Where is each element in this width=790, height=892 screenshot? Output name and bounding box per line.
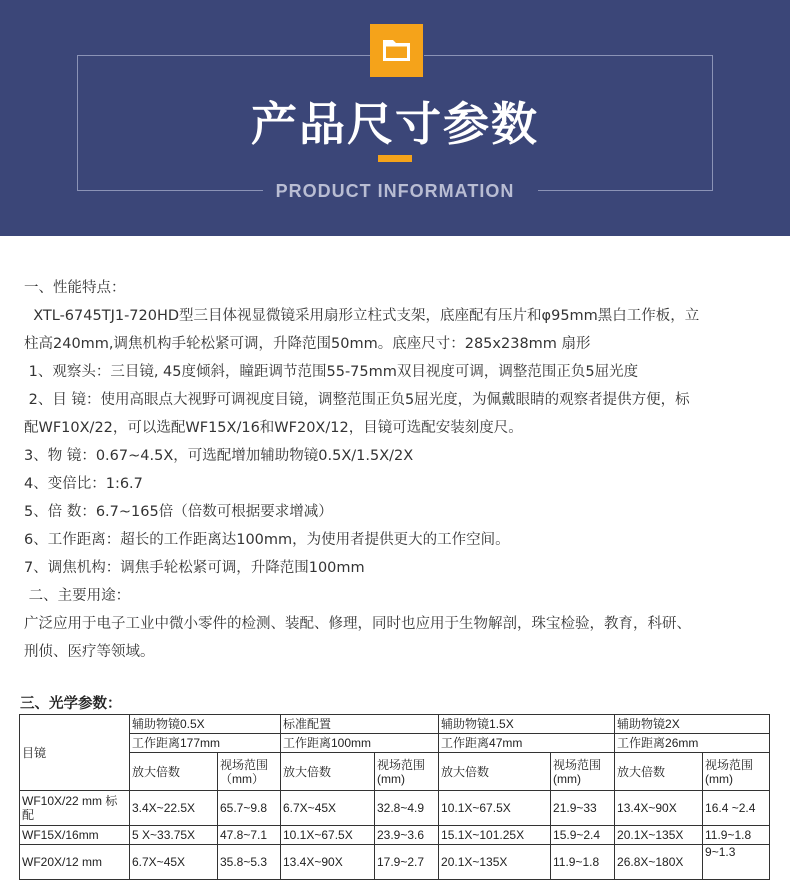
header-group: 辅助物镜0.5X xyxy=(130,715,281,734)
header-magnification: 放大倍数 xyxy=(439,753,551,791)
section-heading: 三、光学参数： xyxy=(20,696,122,712)
header-group: 辅助物镜1.5X xyxy=(439,715,615,734)
header-magnification: 放大倍数 xyxy=(130,753,218,791)
list-item: 3、物 镜：0.67~4.5X，可选配增加辅助物镜0.5X/1.5X/2X xyxy=(24,448,414,464)
list-item: 4、变倍比：1:6.7 xyxy=(24,476,143,492)
table-cell: 6.7X~45X xyxy=(281,791,375,826)
header-working-distance: 工作距离177mm xyxy=(130,734,281,753)
list-item: 5、倍 数：6.7~165倍（倍数可根据要求增减） xyxy=(24,504,333,520)
page-title: 产品尺寸参数 xyxy=(251,97,539,151)
table-cell: 17.9~2.7 xyxy=(375,845,439,880)
table-cell: 10.1X~67.5X xyxy=(439,791,551,826)
banner xyxy=(0,0,790,236)
table-cell: 15.9~2.4 xyxy=(551,826,615,845)
optical-parameters-table xyxy=(19,714,770,880)
header-working-distance: 工作距离26mm xyxy=(615,734,770,753)
table-row xyxy=(20,826,770,845)
header-working-distance: 工作距离100mm xyxy=(281,734,439,753)
paragraph-line: XTL-6745TJ1-720HD型三目体视显微镜采用扇形立柱式支架，底座配有压片和φ95mm黑白工作板，立 xyxy=(24,308,700,324)
list-item: 1、观察头：三目镜, 45度倾斜，瞳距调节范围55-75mm双目视度可调，调整范围正负5屈光度 xyxy=(24,364,639,380)
table-cell: 13.4X~90X xyxy=(615,791,703,826)
list-item: 2、目 镜：使用高眼点大视野可调视度目镜，调整范围正负5屈光度，为佩戴眼睛的观察者提供方便，标 xyxy=(24,392,690,408)
frame-line xyxy=(77,55,370,56)
paragraph-line: 柱高240mm,调焦机构手轮松紧可调，升降范围50mm。底座尺寸：285x238mm 扇形 xyxy=(24,336,591,352)
table-row xyxy=(20,845,770,880)
list-item: 6、工作距离：超长的工作距离达100mm，为使用者提供更大的工作空间。 xyxy=(24,532,510,548)
eyepiece-cell: WF20X/12 mm xyxy=(20,845,130,880)
header-group: 辅助物镜2X xyxy=(615,715,770,734)
table-cell: 26.8X~180X xyxy=(615,845,703,880)
table-cell: 32.8~4.9 xyxy=(375,791,439,826)
header-working-distance: 工作距离47mm xyxy=(439,734,615,753)
table-cell: 11.9~1.8 xyxy=(551,845,615,880)
table-cell: 23.9~3.6 xyxy=(375,826,439,845)
section-heading: 二、主要用途： xyxy=(24,588,131,604)
header-field-of-view: 视场范围(mm) xyxy=(375,753,439,791)
table-row xyxy=(20,791,770,826)
folder-icon xyxy=(370,24,423,77)
title-accent-bar xyxy=(378,155,412,162)
header-magnification: 放大倍数 xyxy=(615,753,703,791)
table-cell: 10.1X~67.5X xyxy=(281,826,375,845)
table-cell: 20.1X~135X xyxy=(439,845,551,880)
header-eyepiece: 目镜 xyxy=(20,715,130,791)
table-cell: 6.7X~45X xyxy=(130,845,218,880)
header-group: 标准配置 xyxy=(281,715,439,734)
table-cell: 11.9~1.8 xyxy=(703,826,770,845)
list-item: 7、调焦机构：调焦手轮松紧可调，升降范围100mm xyxy=(24,560,365,576)
table-cell: 16.4 ~2.4 xyxy=(703,791,770,826)
header-magnification: 放大倍数 xyxy=(281,753,375,791)
list-item: 配WF10X/22，可以选配WF15X/16和WF20X/12，目镜可选配安装刻度尺。 xyxy=(24,420,523,436)
table-cell: 21.9~33 xyxy=(551,791,615,826)
table-cell: 5 X~33.75X xyxy=(130,826,218,845)
table-cell: 15.1X~101.25X xyxy=(439,826,551,845)
header-field-of-view: 视场范围(mm) xyxy=(703,753,770,791)
table-cell: 20.1X~135X xyxy=(615,826,703,845)
table-cell: 65.7~9.8 xyxy=(218,791,281,826)
section-heading: 一、性能特点： xyxy=(24,280,126,296)
page-subtitle: PRODUCT INFORMATION xyxy=(275,181,515,201)
header-field-of-view: 视场范围(mm) xyxy=(551,753,615,791)
table-cell: 13.4X~90X xyxy=(281,845,375,880)
eyepiece-cell: WF10X/22 mm 标配 xyxy=(20,791,130,826)
table-cell: 3.4X~22.5X xyxy=(130,791,218,826)
eyepiece-cell: WF15X/16mm xyxy=(20,826,130,845)
paragraph-line: 广泛应用于电子工业中微小零件的检测、装配、修理，同时也应用于生物解剖，珠宝检验，教育，科研、 xyxy=(24,616,691,632)
table-cell: 9~1.3 xyxy=(703,845,770,880)
table-cell: 35.8~5.3 xyxy=(218,845,281,880)
header-field-of-view: 视场范围（mm） xyxy=(218,753,281,791)
frame-line xyxy=(424,55,713,56)
folder-icon-box xyxy=(370,24,423,77)
table-cell: 47.8~7.1 xyxy=(218,826,281,845)
paragraph-line: 刑侦、医疗等领域。 xyxy=(24,644,155,660)
